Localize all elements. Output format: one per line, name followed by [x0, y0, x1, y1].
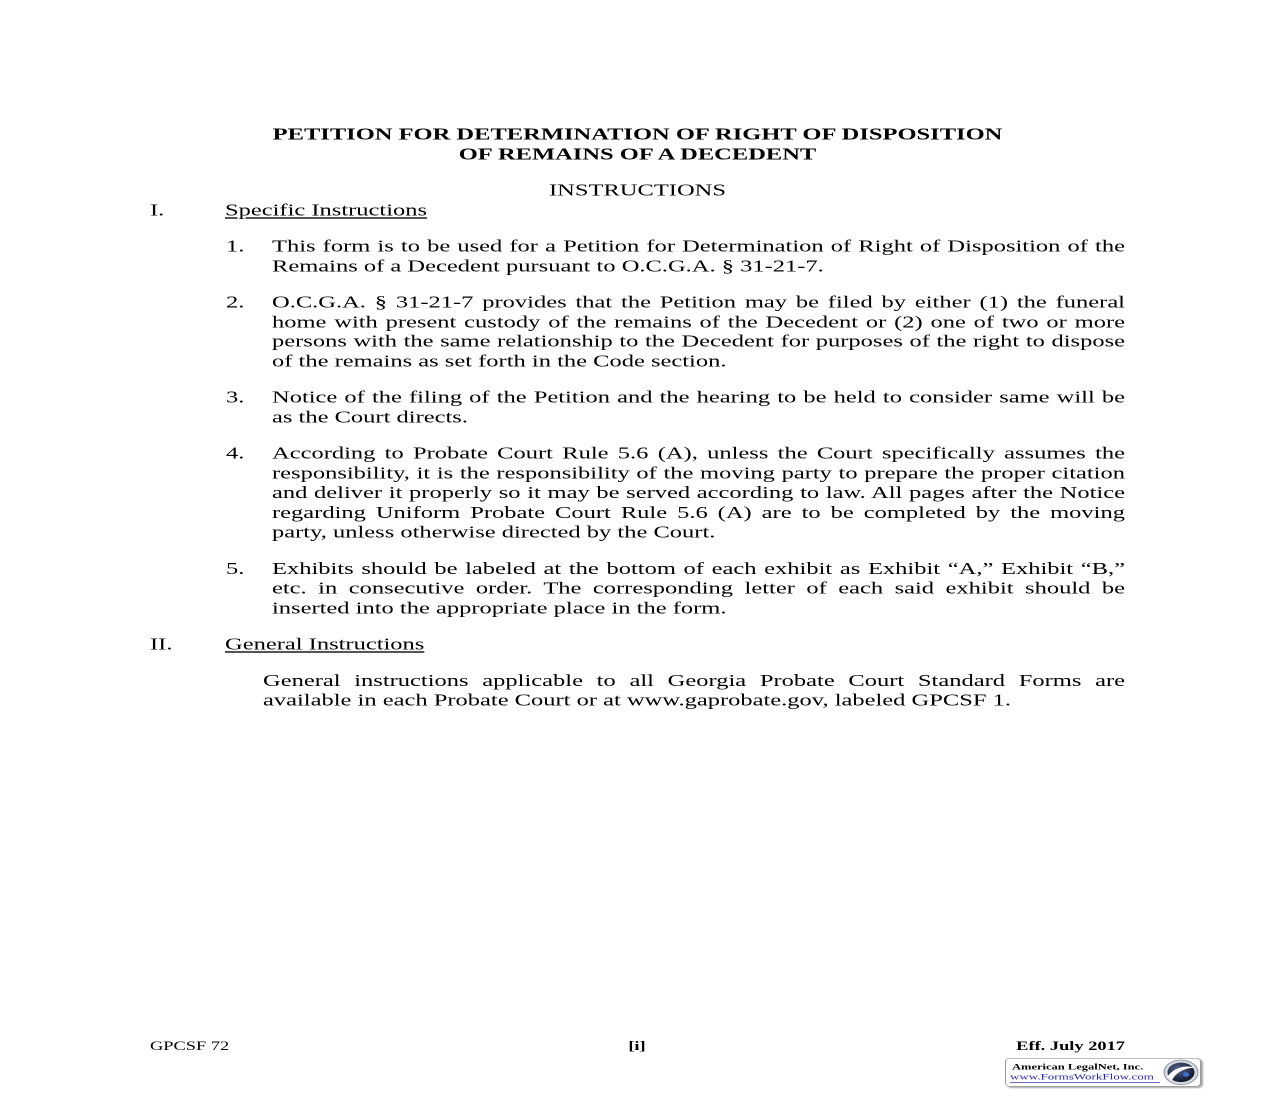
general-instructions-text: General instructions applicable to all Georgia Probate Court Standard Forms are available in each Probate Court or at www.gaprobate.gov, labeled GPCSF 1. — [263, 671, 1125, 710]
document-body — [0, 125, 1275, 711]
item-number: 4. — [226, 444, 245, 463]
section-specific-instructions — [0, 200, 1275, 618]
section-numeral: I. — [150, 200, 165, 219]
instruction-item-2 — [0, 293, 1275, 372]
item-number: 3. — [226, 388, 245, 407]
section-numeral: II. — [150, 635, 173, 654]
document-title-line-1: PETITION FOR DETERMINATION OF RIGHT OF DISPOSITION — [272, 125, 1003, 144]
vendor-logo-badge — [1005, 1058, 1201, 1087]
effective-date: Eff. July 2017 — [1016, 1039, 1125, 1053]
item-number: 2. — [226, 293, 245, 312]
instructions-heading: INSTRUCTIONS — [549, 181, 726, 200]
item-text: O.C.G.A. § 31-21-7 provides that the Petition may be filed by either (1) the funeral home with present custody of the remains of the Decedent or (2) one of two or more persons with the same relationship to the Decedent for purposes of the right to dispose of the remains as set forth in the Code section. — [272, 293, 1125, 371]
document-title-line-2: OF REMAINS OF A DECEDENT — [458, 144, 817, 163]
item-number: 5. — [226, 559, 245, 578]
page-number: [i] — [628, 1039, 646, 1053]
item-text: According to Probate Court Rule 5.6 (A), unless the Court specifically assumes the responsibility, it is the responsibility of the moving party to prepare the proper citation and deliver it properly so it may be served according to law. All pages after the Notice regarding Uniform Probate Court Rule 5.6 (A) are to be completed by the moving party, unless otherwise directed by the Court. — [272, 444, 1125, 542]
vendor-company-name: American LegalNet, Inc. — [1012, 1061, 1144, 1072]
item-text: Exhibits should be labeled at the bottom of each exhibit as Exhibit “A,” Exhibit “B,” etc. in consecutive order. The corresponding letter of each said exhibit should be inserted into the appropriate place in the form. — [272, 559, 1125, 617]
section-title: General Instructions — [225, 635, 425, 654]
instruction-item-4 — [0, 444, 1275, 542]
form-id: GPCSF 72 — [150, 1039, 230, 1053]
item-number: 1. — [226, 237, 245, 256]
section-general-instructions — [0, 635, 1275, 711]
instruction-item-1 — [0, 237, 1275, 276]
section-title: Specific Instructions — [225, 200, 428, 219]
section-heading-specific — [0, 200, 1275, 220]
globe-swoosh-icon — [1163, 1059, 1199, 1085]
vendor-website-link[interactable]: www.FormsWorkFlow.com — [1010, 1071, 1160, 1082]
globe-logo-graphic — [1163, 1059, 1199, 1085]
instruction-item-3 — [0, 388, 1275, 427]
section-heading-general — [0, 635, 1275, 655]
instruction-list — [0, 237, 1275, 618]
globe-highlight-dot — [1183, 1072, 1189, 1077]
instruction-item-5 — [0, 559, 1275, 618]
item-text: This form is to be used for a Petition for Determination of Right of Disposition of the Remains of a Decedent pursuant to O.C.G.A. § 31-21-7. — [272, 237, 1125, 275]
item-text: Notice of the filing of the Petition and the hearing to be held to consider same will be as the Court directs. — [272, 388, 1125, 427]
